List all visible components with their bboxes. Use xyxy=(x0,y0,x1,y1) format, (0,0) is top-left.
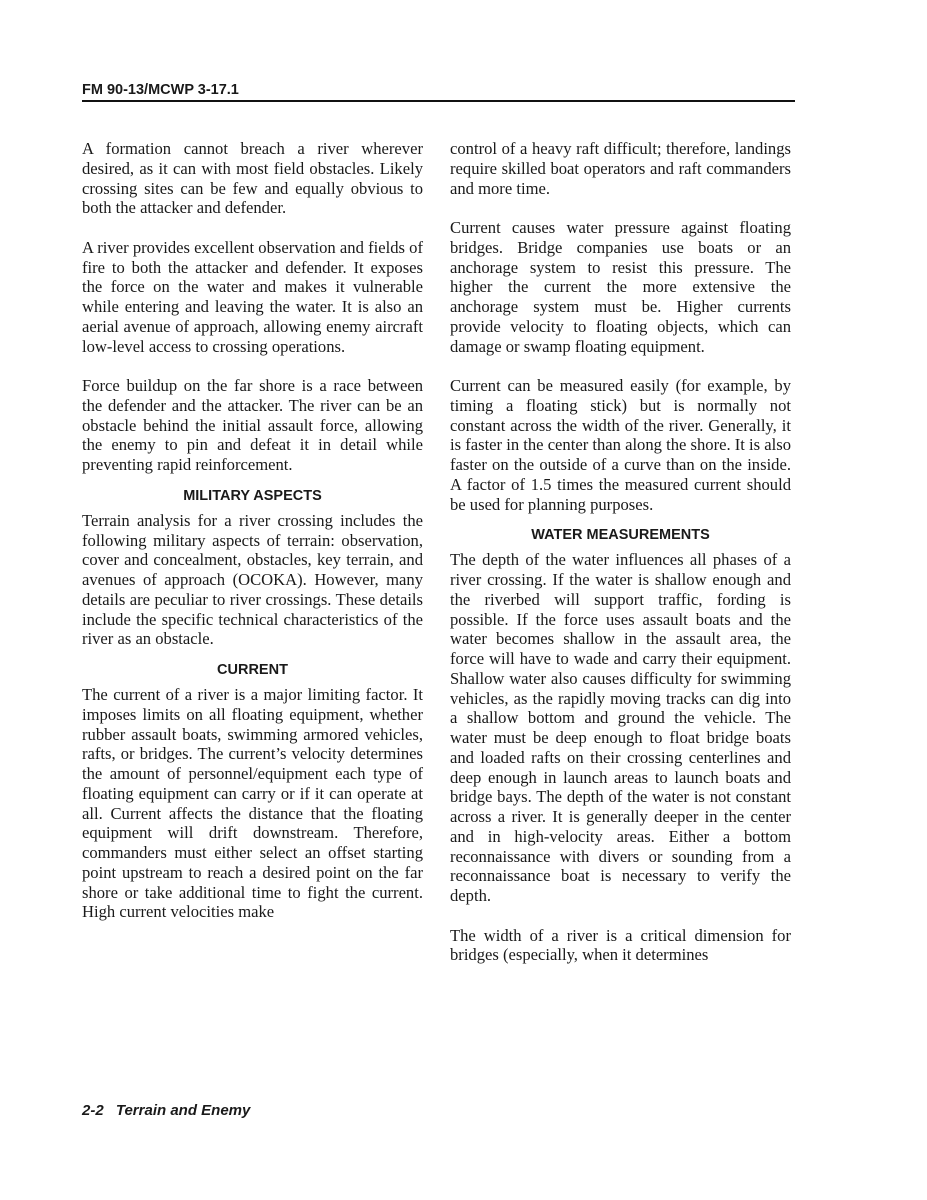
section-heading-water-measurements: WATER MEASUREMENTS xyxy=(531,527,710,544)
page-number: 2-2 xyxy=(82,1102,104,1119)
paragraph: Current can be measured easily (for example, by timing a floating stick) but is normally not constant across the width of the river. Generally, it is faster in the center than along the shore. It is also faster on the outside of a curve than on the inside. A factor of 1.5 times the measured current should be used for planning purposes. xyxy=(450,376,791,514)
paragraph: The width of a river is a critical dimension for bridges (especially, when it determines xyxy=(450,925,791,965)
paragraph: A river provides excellent observation and fields of fire to both the attacker and defender. It exposes the force on the water and makes it vulnerable while entering and leaving the water. It is also an aerial avenue of approach, allowing enemy aircraft low-level access to crossing operations. xyxy=(82,237,423,356)
document-title: FM 90-13/MCWP 3-17.1 xyxy=(82,82,239,98)
paragraph: The depth of the water influences all phases of a river crossing. If the water is shallow enough and the riverbed will support traffic, fording is possible. If the force uses assault boats and the water becomes shallow in the assault area, the force will have to wade and carry their equipment. Shallow water also causes difficulty for swimming vehicles, as the rapidly moving tracks can dig into a shallow bottom and ground the vehicle. The water must be deep enough to float bridge boats and loaded rafts on their crossing centerlines and deep enough in launch areas to launch boats and bridge bays. The depth of the water is not constant across a river. It is generally deeper in the center and in high-velocity areas. Either a bottom reconnaissance with divers or sounding from a reconnaissance boat is necessary to verify the depth. xyxy=(450,550,791,905)
paragraph: Current causes water pressure against floating bridges. Bridge companies use boats or an anchorage system to resist this pressure. The higher the current the more extensive the anchorage system must be. Higher currents provide velocity to floating objects, which can damage or swamp floating equipment. xyxy=(450,218,791,356)
paragraph: The current of a river is a major limiting factor. It imposes limits on all floating equipment, whether rubber assault boats, swimming armored vehicles, rafts, or bridges. The current’s velocity determines the amount of personnel/equipment each type of floating equipment can carry or if it can operate at all. Current affects the distance that the floating equipment will drift downstream. Therefore, commanders must either select an offset starting point upstream to reach a desired point on the far shore or take additional time to fight the current. High current velocities make xyxy=(82,685,423,922)
right-column xyxy=(450,139,791,965)
paragraph: control of a heavy raft difficult; therefore, landings require skilled boat operators and raft commanders and more time. xyxy=(450,139,791,198)
section-heading-military-aspects: MILITARY ASPECTS xyxy=(183,487,322,504)
section-heading-current: CURRENT xyxy=(217,662,288,678)
footer-section-title: Terrain and Enemy xyxy=(115,1102,251,1119)
running-header xyxy=(82,82,795,102)
page-footer xyxy=(82,1102,250,1119)
paragraph: Force buildup on the far shore is a race between the defender and the attacker. The river can be an obstacle behind the initial assault force, allowing the enemy to pin and defeat it in detail while preventing rapid reinforcement. xyxy=(82,376,423,474)
paragraph: Terrain analysis for a river crossing includes the following military aspects of terrain: observation, cover and concealment, obstacles, key terrain, and avenues of approach (OCOKA). However, many details are peculiar to river crossings. These details include the specific technical characteristics of the river as an obstacle. xyxy=(82,510,423,649)
left-column xyxy=(82,139,423,922)
paragraph: A formation cannot breach a river wherever desired, as it can with most field obstacles. Likely crossing sites can be few and equally obvious to both the attacker and defender. xyxy=(82,139,423,218)
